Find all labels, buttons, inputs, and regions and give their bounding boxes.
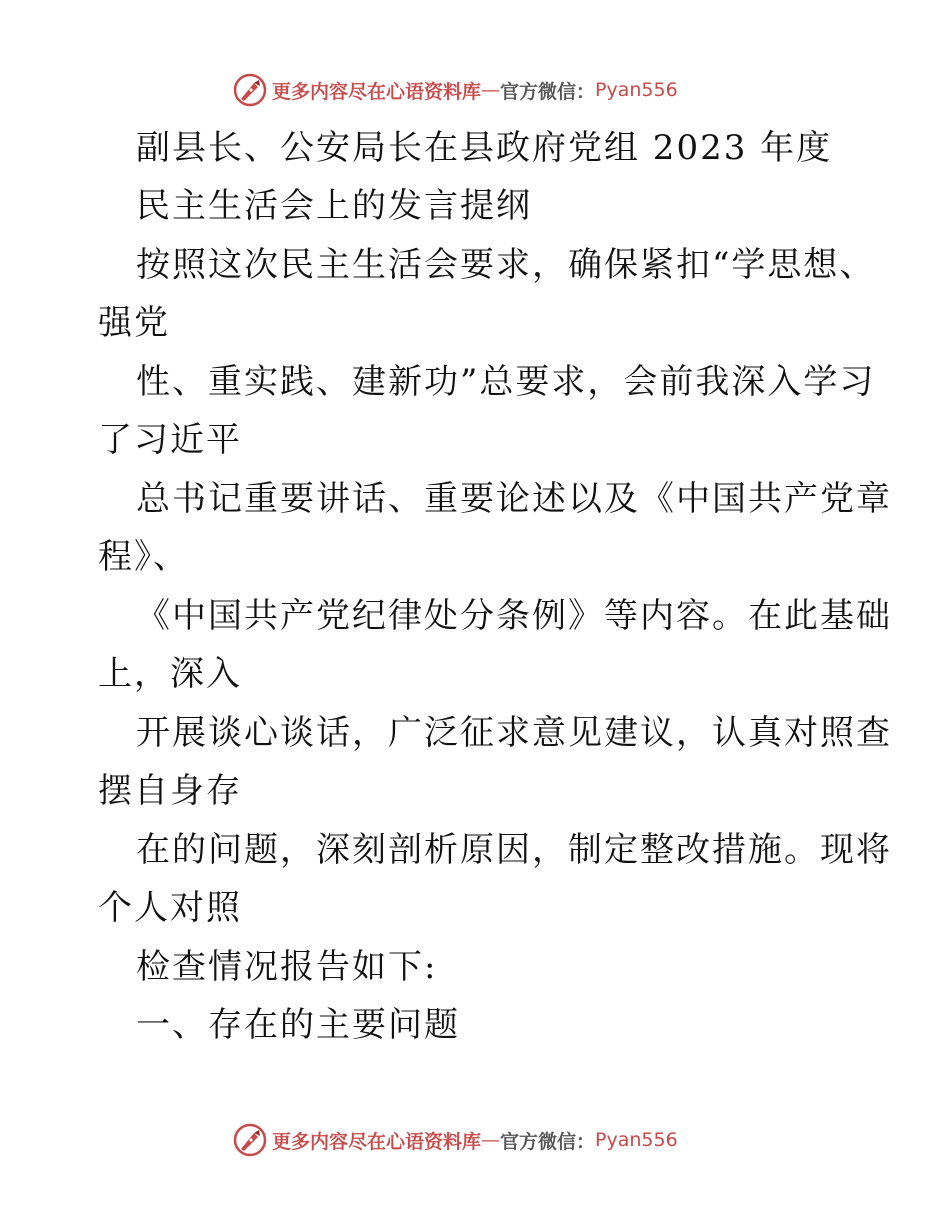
paragraph-line: 检查情况报告如下:: [136, 947, 438, 987]
paragraph-line: 了习近平: [98, 420, 242, 460]
watermark-wechat-id: Pyan556: [595, 79, 678, 101]
watermark-dash: —: [481, 1129, 501, 1151]
paragraph-line: 按照这次民主生活会要求，确保紧扣“学思想、: [136, 245, 876, 285]
paragraph-line: 总书记重要讲话、重要论述以及《中国共产党章: [136, 479, 892, 519]
document-title-line-2: 民主生活会上的发言提纲: [136, 186, 532, 226]
header-watermark: [232, 70, 678, 110]
watermark-official-label: 官方微信：: [500, 80, 596, 103]
watermark-brand-text: 更多内容尽在心语资料库: [272, 1130, 482, 1153]
footer-watermark: [232, 1120, 678, 1160]
pen-nib-logo-icon: [232, 72, 268, 108]
section-heading: 一、存在的主要问题: [136, 1005, 460, 1045]
document-title-line-1: 副县长、公安局长在县政府党组 2023 年度: [136, 128, 833, 168]
watermark-dash: —: [481, 79, 501, 101]
paragraph-line: 上，深入: [98, 654, 242, 694]
watermark-brand-text: 更多内容尽在心语资料库: [272, 80, 482, 103]
paragraph-line: 开展谈心谈话，广泛征求意见建议，认真对照查: [136, 713, 892, 753]
watermark-official-label: 官方微信：: [500, 1130, 596, 1153]
paragraph-line: 《中国共产党纪律处分条例》等内容。在此基础: [136, 596, 892, 636]
paragraph-line: 在的问题，深刻剖析原因，制定整改措施。现将: [136, 830, 892, 870]
paragraph-line: 摆自身存: [98, 771, 242, 811]
paragraph-line: 程》、: [98, 537, 189, 577]
watermark-wechat-id: Pyan556: [595, 1129, 678, 1151]
pen-nib-logo-icon: [232, 1122, 268, 1158]
paragraph-line: 强党: [98, 303, 170, 343]
paragraph-line: 个人对照: [98, 888, 242, 928]
paragraph-line: 性、重实践、建新功”总要求，会前我深入学习: [136, 362, 876, 402]
